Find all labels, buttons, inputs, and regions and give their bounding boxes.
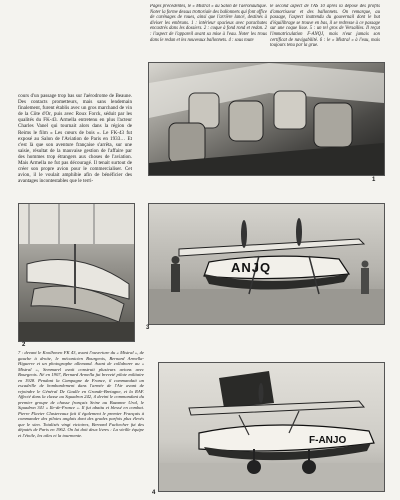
amphibian-launch-photo [148,203,385,325]
registration-marking-ground: F-ANJO [309,435,347,446]
amphibian-ground-illustration [159,363,384,491]
label-4: 4 [152,490,156,496]
registration-marking: ANJQ [231,260,272,275]
amphibian-ground-photo [158,362,385,492]
label-1: 1 [372,177,376,183]
hull-illustration [19,204,134,341]
top-caption: Pages précédentes, le « Mistral » au Salon de l'aéronautique. Noter la forme dessus trottoriale des ballonnets qui font office de carénages de roues, ainsi que l'arrière lancé, destinés à diviser les embruns. 1 : intérieur spacieux avec parachutes encastrés dans les dossiers. 2 : coque à fond rond et redan. 2 : l'aspect de l'appareil avant sa mise à l'eau. Noter les trous dans le redan et les nouveaux ballonnets. 4 : sous toute [150,4,267,43]
label-3: 3 [146,325,150,331]
hull-construction-photo [18,203,135,342]
left-column-paragraph: cours d'un passage trop bas sur l'aérodrome de Beaune. Des contacts prometteurs, mais sans lendemain finalement, furent établis avec un gros marchand de vin de la Côte d'Or, puis avec Roux Forck, séduit par les qualités du FK-43. Armella entretenu en plus l'acteur Charles Vanel qui tournait alors dans la région de Reims le film « Les cœurs de bois ». Le FK-43 fut exposé au Salon de l'Aviation de Paris en 1933… Et c'est là que son aventure française s'arrêta, sur une saisie, résultat de la mauvaise gestion de l'affaire par des hommes trop étrangers aux choses de l'aviation. Mais Armella ne fut pas découragé. Il tenait surtout de créer son propre avion pour le commercialiser. Cet avion, il le voulait amphibie afin de bénéficier des avantages incontestables que le terri- [18,93,132,185]
right-column-caption: le second aspect de l'AS 10 après la dépose des profils d'amortisseur et des ballonnets. On remarque, au passage, l'aspect inattendu du gouvernail dont le but d'équilibrage se trouve en bas, il se redresse à ce passage sur une coque lisse. 5 : un tel gros de Versailles. Il reçut l'immatriculation F-ANQJ, mais n'eut jamais son certificat de navigabilité. 6 : le « Mistral » à l'eau, mais toujours tenu par la grue. [270,4,380,49]
label-2: 2 [22,342,26,348]
bottom-caption: 7 : devant le Koolhoven FK 43, avant l'ouverture du « Mistral », de gauche à droite, le mécanicien Bourgeois, Bernard Armella-Higuerre et un photographe allemand. Avant de collaborer au « Mistral », Semmarel avait construit plusieurs avions avec Bourgeois. Né en 1907, Bernard Armella fut breveté pilote militaire en 1928. Pendant la Campagne de France, il commandait un escadrille de bombardement dans l'armée de l'Air avant de rejoindre le Général De Gaulle en Grande-Bretagne, et la RAF. Affecté dans la classe au Squadron 242, il devint le commandant du premier groupe de chasse français Seine au Buzanne Ural, le Squadron 341 « Ile-de-France ». Il fut abattu et blessé en combat. Pierre Flavier Clastereaux fait il également le premier Français à commander des pilotes anglais dont des grades parfois plus élevés que le sien. Totalisés vingt victoires, Bernard Fuchecher fut des députés de Paris en 1962. On lui doit deux livres : La vieille équipe et l'étoile, les ailes et la tourmente. [18,350,144,438]
cabin-seats-illustration [149,63,384,175]
cabin-interior-photo [148,62,385,176]
